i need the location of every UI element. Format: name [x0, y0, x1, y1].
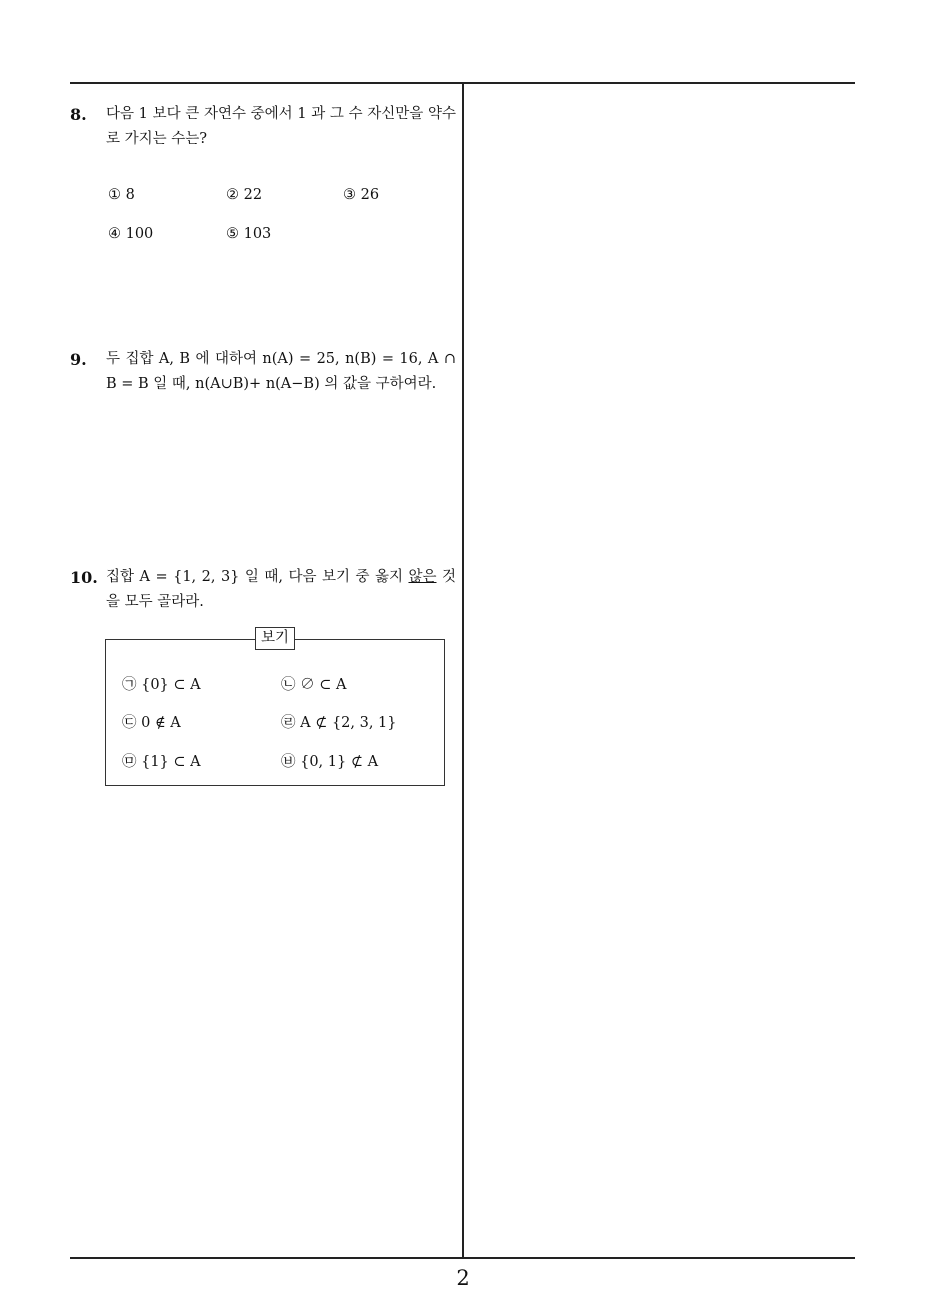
question-text: 다음 1 보다 큰 자연수 중에서 1 과 그 수 자신만을 약수로 가지는 수는? [106, 106, 456, 147]
bogi-item-4: ㉣ A ⊄ {2, 3, 1} [281, 715, 397, 731]
bogi-title: 보기 [255, 627, 295, 650]
bottom-rule [70, 1257, 855, 1259]
question-text: 두 집합 A, B 에 대하여 n(A) = 25, n(B) = 16, A ∩ B = B 일 때, n(A∪B)+ n(A−B) 의 값을 구하여라. [106, 351, 456, 392]
choice-4[interactable]: ④ 100 [108, 226, 154, 242]
question-number: 10. [70, 568, 98, 587]
question-text-part: 것을 모두 골라라. [106, 569, 456, 610]
column-divider [462, 82, 464, 1259]
question-9 [70, 347, 456, 397]
question-10 [70, 565, 456, 615]
question-number: 8. [70, 105, 87, 124]
question-number: 9. [70, 350, 87, 369]
bogi-item-6: ㉥ {0, 1} ⊄ A [281, 754, 379, 770]
choice-2[interactable]: ② 22 [226, 187, 263, 203]
question-8 [70, 102, 456, 152]
question-text-part: 집합 A = {1, 2, 3} 일 때, 다음 보기 중 옳지 [106, 569, 409, 585]
bogi-item-2: ㉡ ∅ ⊂ A [281, 677, 347, 693]
question-text [106, 565, 456, 615]
bogi-item-5: ㉤ {1} ⊂ A [122, 754, 201, 770]
choice-5[interactable]: ⑤ 103 [226, 226, 272, 242]
choice-1[interactable]: ① 8 [108, 187, 135, 203]
bogi-item-1: ㉠ {0} ⊂ A [122, 677, 201, 693]
underlined-emphasis: 않은 [408, 569, 437, 585]
page-number: 2 [456, 1266, 470, 1290]
choice-3[interactable]: ③ 26 [343, 187, 380, 203]
bogi-item-3: ㉢ 0 ∉ A [122, 715, 181, 731]
